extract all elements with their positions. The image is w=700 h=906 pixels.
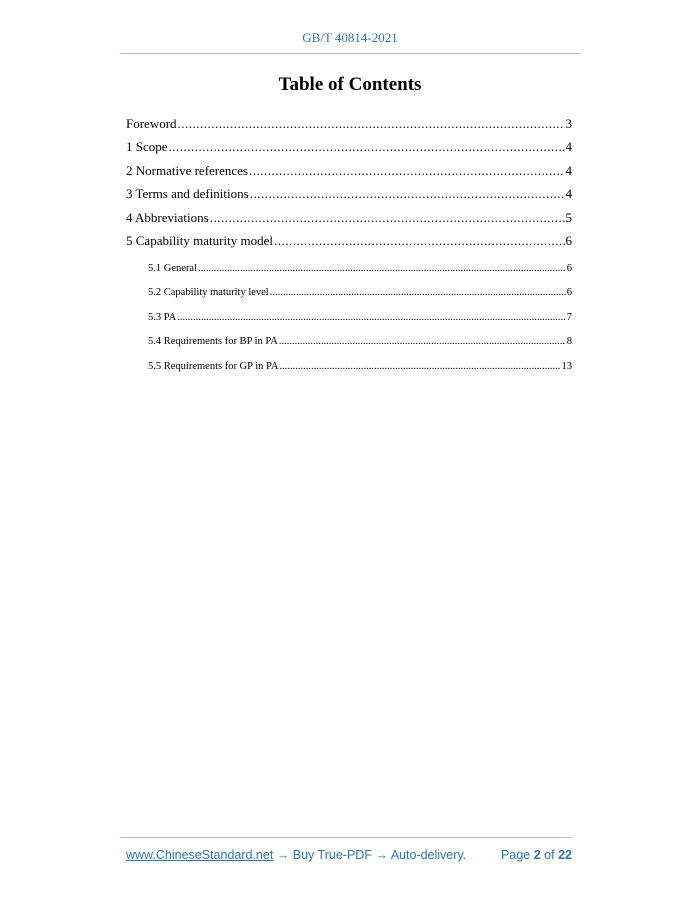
page-of-label: of	[544, 848, 555, 862]
toc-leader-dots	[279, 336, 566, 347]
toc-entry-label: 5 Capability maturity model	[126, 233, 273, 248]
toc-leader-dots	[270, 287, 566, 298]
toc-entry-page: 8	[566, 336, 572, 347]
toc-entry-label: 1 Scope	[126, 139, 168, 154]
toc-entry-label: 5.3 PA	[148, 311, 177, 323]
toc-entry-page: 4	[565, 139, 572, 154]
page-label: Page	[501, 848, 531, 862]
total-page-count: 22	[558, 848, 572, 862]
toc-leader-dots	[249, 163, 565, 179]
toc-entry-bp-requirements[interactable]	[126, 323, 572, 348]
toc-entry-page: 6	[565, 233, 572, 248]
toc-entry-label: 5.1 General	[148, 262, 197, 274]
toc-leader-dots	[178, 116, 565, 132]
toc-entry-terms-definitions[interactable]	[126, 179, 572, 203]
header-divider	[120, 53, 580, 54]
toc-entry-page: 7	[566, 311, 572, 323]
toc-list	[126, 108, 572, 372]
toc-entry-page: 13	[561, 360, 572, 372]
toc-entry-scope[interactable]	[126, 132, 572, 156]
footer-promo-text: → Buy True-PDF → Auto-delivery.	[276, 848, 467, 862]
toc-entry-gp-requirements[interactable]	[126, 347, 572, 372]
toc-entry-normative-references[interactable]	[126, 155, 572, 179]
toc-entry-label: 2 Normative references	[126, 162, 248, 178]
toc-title: Table of Contents	[278, 74, 422, 95]
footer	[126, 848, 572, 862]
page-indicator	[501, 848, 572, 862]
chinesestandard-link[interactable]: www.ChineseStandard.net	[126, 848, 274, 862]
toc-leader-dots	[250, 186, 565, 202]
toc-leader-dots	[274, 233, 565, 249]
toc-entry-page: 6	[566, 287, 572, 298]
current-page-number: 2	[533, 848, 541, 862]
header-standard-code: GB/T 40814-2021	[302, 30, 398, 45]
toc-entry-abbreviations[interactable]	[126, 202, 572, 226]
toc-leader-dots	[210, 210, 565, 226]
toc-entry-pa[interactable]	[126, 298, 572, 323]
toc-entry-page: 5	[565, 209, 572, 225]
toc-entry-page: 6	[566, 262, 572, 274]
toc-entry-page: 4	[565, 162, 572, 178]
toc-entry-label: Foreword	[126, 115, 177, 131]
toc-entry-label: 5.2 Capability maturity level	[148, 287, 269, 298]
toc-entry-label: 4 Abbreviations	[126, 209, 209, 225]
footer-divider	[120, 837, 572, 838]
toc-leader-dots	[177, 312, 566, 323]
toc-entry-general[interactable]	[126, 249, 572, 274]
toc-entry-foreword[interactable]	[126, 108, 572, 132]
toc-leader-dots	[169, 139, 565, 155]
toc-entry-capability-maturity-model[interactable]	[126, 226, 572, 250]
toc-entry-page: 3	[565, 115, 572, 131]
toc-entry-capability-maturity-level[interactable]	[126, 274, 572, 299]
footer-promo	[126, 848, 466, 862]
toc-entry-label: 5.4 Requirements for BP in PA	[148, 336, 278, 347]
toc-leader-dots	[279, 361, 560, 372]
toc-entry-label: 3 Terms and definitions	[126, 186, 249, 201]
toc-entry-page: 4	[565, 186, 572, 201]
toc-leader-dots	[198, 263, 566, 274]
toc-entry-label: 5.5 Requirements for GP in PA	[148, 360, 279, 372]
